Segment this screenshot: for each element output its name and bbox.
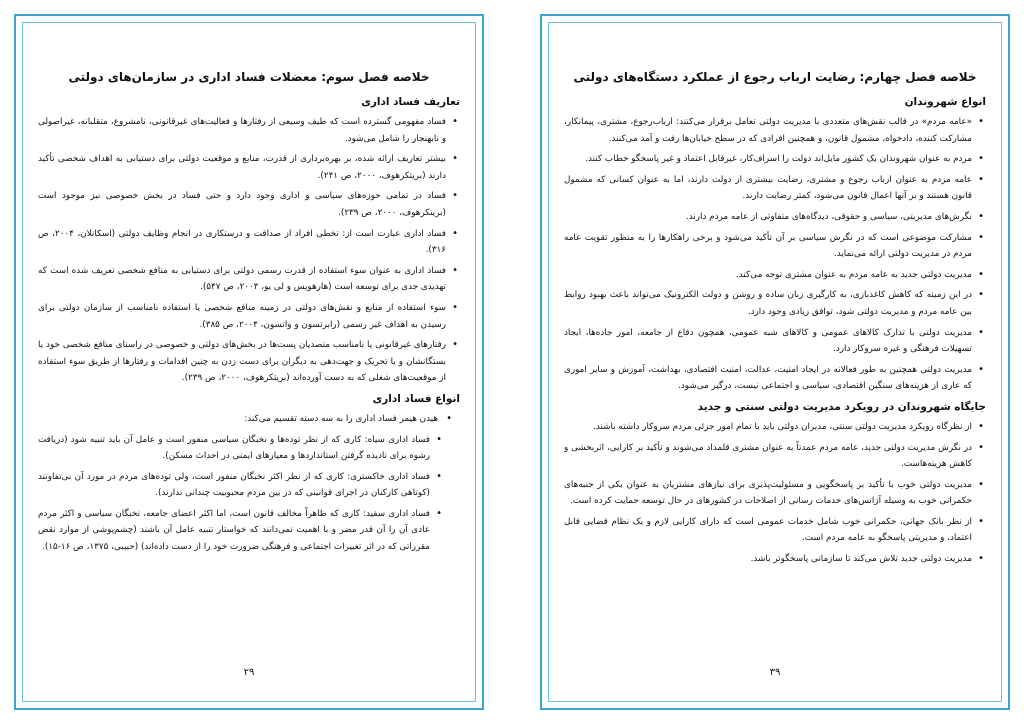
list-item: • «عامه مردم» در قالب نقش‌های متعددی با مدیریت دولتی تعامل برقرار می‌کنند: ارباب‌رجوع، مشتری، پیمانکار، مشارکت کننده، دادخواه، مشمول قانون، و همچنین افرادی که در سطح خیابان‌ها رفت و آمد می‌کنند. bbox=[564, 114, 972, 147]
citizen-position-list bbox=[564, 419, 986, 568]
list-item: • عامه مردم به عنوان ارباب رجوع و مشتری، رضایت بیشتری از دولت دارند، اما به عنوان کسانی که مشمول قانون هستند و بر آنها اعمال قانون می‌شود، کمتر رضایت دارند. bbox=[564, 172, 972, 205]
left-page-number: ۲۹ bbox=[243, 667, 255, 678]
list-item: • از نظر بانک جهانی، حکمرانی خوب شامل خدمات عمومی است که دارای کارایی لازم و یک نظام قضایی قابل اعتماد، و مدیریتی پاسخگو به عامه مردم است. bbox=[564, 514, 972, 547]
right-page-content bbox=[564, 68, 986, 656]
section-heading-citizen-types: انواع شهروندان bbox=[904, 96, 986, 108]
list-item: • در نگرش مدیریت دولتی جدید، عامه مردم عمدتاً به عنوان مشتری قلمداد می‌شوند و تأکید بر کارایی، اثربخشی و کاهش هزینه‌هاست. bbox=[564, 440, 972, 473]
list-item: • مدیریت دولتی خوب با تأکید بر پاسخگویی و مسئولیت‌پذیری برای نیازهای مشتریان به عنوان یکی از جنبه‌های حکمرانی خوب به وسیله آژانس‌های خدمات رسانی از اصلاحات در کشورهای در حال توسعه حمایت کرده است. bbox=[564, 477, 972, 510]
list-item: • فساد اداری عبارت است از: تخطی افراد از صداقت و درستکاری در انجام وظایف دولتی (اسکانلان، ۲۰۰۴، ص ۳۱۶). bbox=[38, 226, 446, 259]
list-item: • فساد اداری به عنوان سوء استفاده از قدرت رسمی دولتی برای دستیابی به منافع شخصی تعریف شده است که تهدیدی جدی برای توسعه است (هارهویس و لی یو، ۲۰۰۴، ص ۵۴۷). bbox=[38, 263, 446, 296]
list-item: • نگرش‌های مدیریتی، سیاسی و حقوقی، دیدگاه‌های متفاوتی از عامه مردم دارند. bbox=[564, 209, 972, 226]
list-item: • هیدن هیمر فساد اداری را به سه دسته تقسیم می‌کند: bbox=[38, 411, 438, 428]
list-item: • مدیریت دولتی همچنین به طور فعالانه در ایجاد امنیت، عدالت، امنیت اقتصادی، بهداشت، آموزش و سایر اموری که عاری از هزینه‌های سنگین اقتصادی، سیاسی و اجتماعی نیست، درگیر می‌شود. bbox=[564, 362, 972, 395]
list-item: • مردم به عنوان شهروندان یک کشور مایل‌اند دولت را اسراف‌کار، غیرقابل اعتماد و غیر پاسخگو خطاب کنند. bbox=[564, 151, 972, 168]
list-item: • فساد اداری سیاه: کاری که از نظر توده‌ها و نخبگان سیاسی منفور است و عامل آن باید تنبیه شود (دریافت رشوه برای نادیده گرفتن استانداردها و معیارهای ایمنی در احداث مسکن). bbox=[38, 432, 430, 465]
list-item: • بیشتر تعاریف ارائه شده، بر بهره‌برداری از قدرت، منابع و موقعیت دولتی برای دستیابی به اهداف شخصی تأکید دارند (بریتکرهوف، ۲۰۰۰، ص ۲۴۱). bbox=[38, 151, 446, 184]
left-page-content bbox=[38, 68, 460, 656]
corruption-types-intro bbox=[38, 411, 460, 428]
list-item: • مشارکت موضوعی است که در نگرش سیاسی بر آن تأکید می‌شود و برخی راهکارها را به منظور تقویت عامه مردم در مدیریت دولتی ارائه می‌نماید. bbox=[564, 230, 972, 263]
list-item: • فساد اداری خاکستری: کاری که از نظر اکثر نخبگان منفور است، ولی توده‌های مردم در مورد آن بی‌تفاوتند (کوتاهی کارکنان در اجرای قوانینی که در بین مردم محبوبیت چندانی ندارند). bbox=[38, 469, 430, 502]
list-item: • مدیریت دولتی با تدارک کالاهای عمومی و کالاهای شبه عمومی، همچون دفاع از جامعه، امور جاده‌ها، ایجاد تسهیلات فرهنگی و غیره سروکار دارد. bbox=[564, 325, 972, 358]
left-page-title: خلاصه فصل سوم: معضلات فساد اداری در سازمان‌های دولتی bbox=[68, 70, 430, 84]
right-page bbox=[540, 14, 1010, 710]
list-item: • رفتارهای غیرقانونی یا نامناسب متصدیان پست‌ها در بخش‌های دولتی و خصوصی در راستای منافع شخصی خود یا بستگانشان و یا تحریک و جهت‌دهی به دیگران برای دست زدن به چنین اقدامات و رفتارها از طریق سوء استفاده از موقعیت‌های شغلی که به دست آورده‌اند (بریتکرهوف، ۲۰۰۰، ص ۲۳۹). bbox=[38, 337, 446, 387]
left-page bbox=[14, 14, 484, 710]
list-item: • فساد در تمامی حوزه‌های سیاسی و اداری وجود دارد و حتی فساد در بخش خصوصی نیز موجود است (بریتکرهوف، ۲۰۰۰، ص ۲۳۹). bbox=[38, 188, 446, 221]
right-page-title: خلاصه فصل چهارم: رضایت ارباب رجوع از عملکرد دستگاه‌های دولتی bbox=[573, 70, 977, 84]
corruption-types-list bbox=[38, 432, 460, 556]
section-heading-corruption-definitions: تعاریف فساد اداری bbox=[361, 96, 460, 108]
list-item: • فساد اداری سفید: کاری که ظاهراً مخالف قانون است، اما اکثر اعضای جامعه، نخبگان سیاسی و اکثر مردم عادی آن را آن قدر مضر و با اهمیت نمی‌دانند که خواستار تنبیه عامل آن باشند (چشم‌پوشی از موارد نقض مقرراتی که در اثر تغییرات اجتماعی و فرهنگی ضرورت خود را از دست داده‌اند) (حبیبی، ۱۳۷۵، ص ۱۶-۱۵). bbox=[38, 506, 430, 556]
list-item: • سوء استفاده از منابع و نقش‌های دولتی در زمینه منافع شخصی یا استفاده نامناسب از سازمان دولتی برای رسیدن به اهداف غیر رسمی (رابرتسون و واتسون، ۲۰۰۴، ص ۳۸۵). bbox=[38, 300, 446, 333]
corruption-definitions-list bbox=[38, 114, 460, 387]
section-heading-citizen-position: جایگاه شهروندان در رویکرد مدیریت دولتی سنتی و جدید bbox=[697, 400, 986, 413]
list-item: • مدیریت دولتی جدید به عامه مردم به عنوان مشتری توجه می‌کند. bbox=[564, 267, 972, 284]
list-item: • از نظرگاه رویکرد مدیریت دولتی سنتی، مدیران دولتی باید با تمام امور جزئی مردم سروکار داشته باشند. bbox=[564, 419, 972, 436]
right-page-number: ۳۹ bbox=[769, 667, 781, 678]
section-heading-corruption-types: انواع فساد اداری bbox=[372, 392, 460, 405]
citizen-types-list bbox=[564, 114, 986, 395]
list-item: • در این زمینه که کاهش کاغذبازی، به کارگیری زبان ساده و روشن و دولت الکترونیک می‌تواند باعث بهبود روابط بین عامه مردم و مدیریت دولتی شود، توافق زیادی وجود دارد. bbox=[564, 287, 972, 320]
list-item: • مدیریت دولتی جدید تلاش می‌کند تا سازمانی پاسخگوتر باشد. bbox=[564, 551, 972, 568]
list-item: • فساد مفهومی گسترده است که طیف وسیعی از رفتارها و فعالیت‌های غیرقانونی، نامشروع، متقلبانه، غیراصولی و نابهنجار را شامل می‌شود. bbox=[38, 114, 446, 147]
